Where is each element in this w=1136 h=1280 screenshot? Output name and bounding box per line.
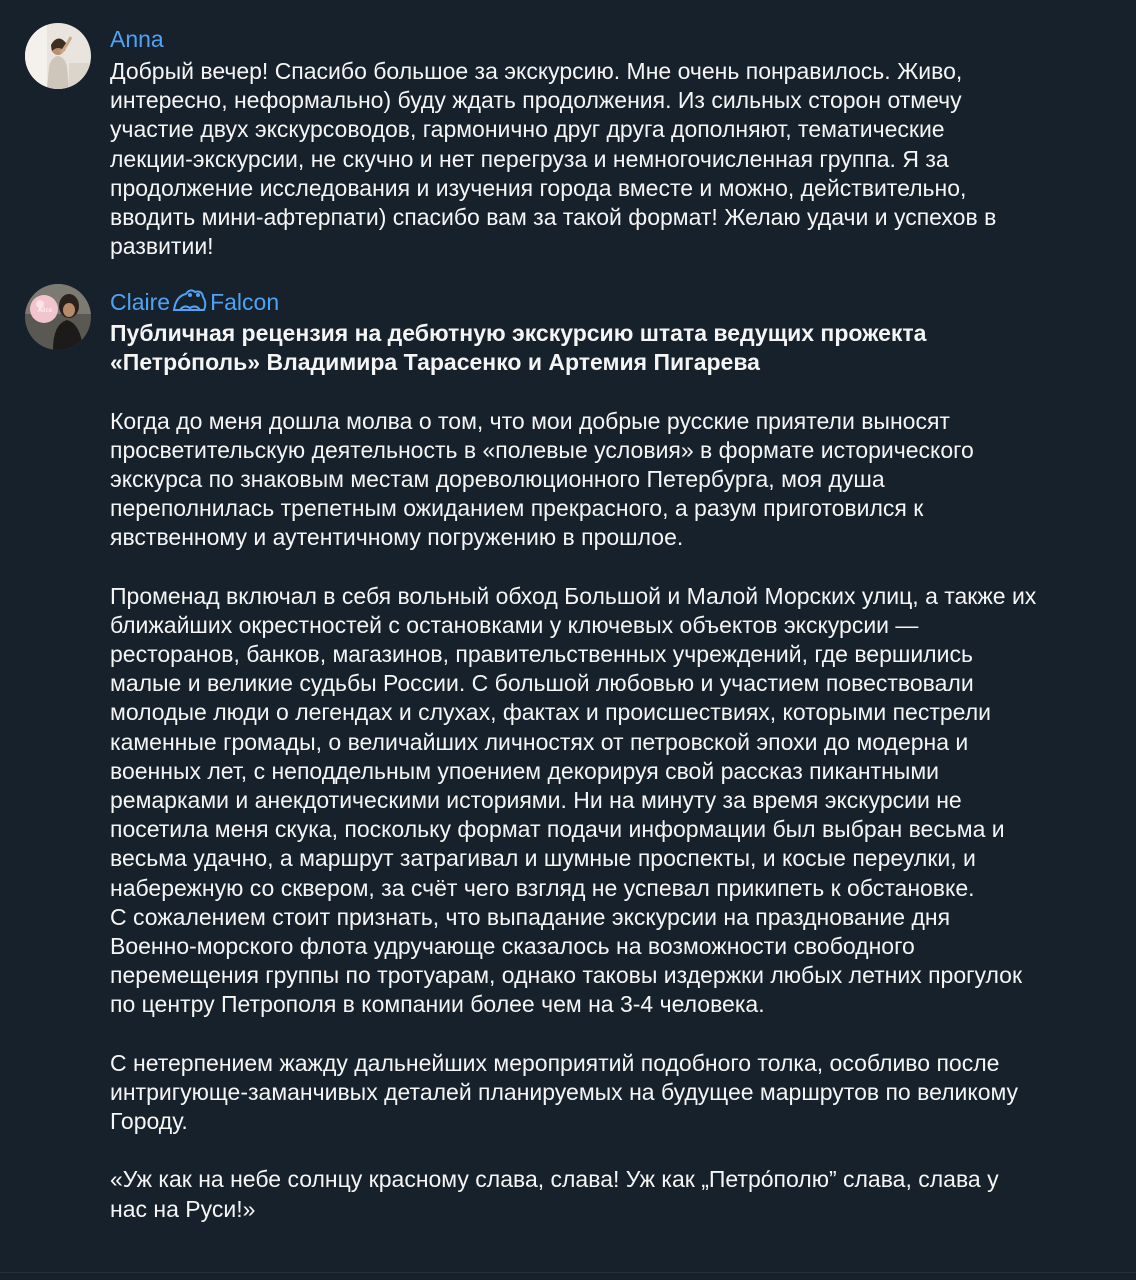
bottom-divider	[0, 1272, 1136, 1273]
text-line: Городу.	[110, 1108, 188, 1135]
paragraph-gap	[110, 377, 1120, 406]
text-line: Променад включал в себя вольный обход Большой и Малой Морских улиц, а также их	[110, 582, 1037, 609]
text-line: развитии!	[110, 233, 214, 260]
sender-last-name: Falcon	[210, 289, 280, 315]
message-text-anna	[110, 57, 1120, 261]
sender-name-claire-falcon[interactable]	[110, 286, 279, 317]
review-title-line: Публичная рецензия на дебютную экскурсию штата ведущих прожекта	[110, 320, 927, 346]
text-line: ближайших окрестностей с остановками у ключевых объектов экскурсии —	[110, 611, 919, 638]
text-line: интересно, неформально) буду ждать продолжения. Из сильных сторон отмечу	[110, 87, 962, 114]
text-line: военных лет, с неподдельным упоением декорируя свой рассказ пикантными	[110, 757, 939, 784]
text-line: перемещения группы по тротуарам, однако таковы издержки любых летних прогулок	[110, 962, 1023, 989]
paragraph-gap	[110, 553, 1120, 582]
paragraph-gap	[110, 1020, 1120, 1049]
message-claire-falcon	[0, 280, 1136, 1272]
sender-name-anna[interactable]: Anna	[110, 26, 164, 52]
text-line: вводить мини-афтерпати) спасибо вам за такой формат! Желаю удачи и успехов в	[110, 203, 997, 230]
text-line: малые и великие судьбы России. С большой любовью и участием повествовали	[110, 670, 974, 697]
text-line: посетила меня скука, поскольку формат подачи информации был выбран весьма и	[110, 816, 1005, 843]
user-photo-avatar	[25, 284, 91, 350]
user-photo-avatar	[25, 23, 91, 89]
text-line: лекции-экскурсии, не скучно и нет перегруза и немногочисленная группа. Я за	[110, 145, 949, 172]
text-line: весьма удачно, а маршрут затрагивал и шумные проспекты, и косые переулки, и	[110, 845, 976, 872]
text-line: Военно-морского флота удручающе сказалось на возможности свободного	[110, 932, 915, 959]
avatar-claire-falcon[interactable]	[25, 284, 91, 350]
text-line: набережную со сквером, за счёт чего взгляд не успевал прикипеть к обстановке.	[110, 874, 975, 901]
text-line: Добрый вечер! Спасибо большое за экскурсию. Мне очень понравилось. Живо,	[110, 58, 963, 84]
text-line: молодые люди о легендах и слухах, фактах и происшествиях, которыми пестрели	[110, 699, 991, 726]
text-line: участие двух экскурсоводов, гармонично друг друга дополняют, тематические	[110, 116, 945, 143]
text-line: переполнилась трепетным ожиданием прекрасного, а разум приготовился к	[110, 495, 924, 522]
text-line: Когда до меня дошла молва о том, что мои добрые русские приятели выносят	[110, 407, 950, 434]
text-line: просветительскую деятельность в «полевые условия» в формате исторического	[110, 436, 974, 463]
text-line: продолжение исследования и изучения города вместе и можно, действительно,	[110, 174, 967, 201]
sender-first-name: Claire	[110, 289, 171, 315]
svg-text:Alice: Alice	[38, 307, 53, 314]
frog-emoji-icon	[172, 286, 208, 314]
text-line: «Уж как на небе солнцу красному слава, слава! Уж как „Петро́полю” слава, слава у	[110, 1166, 999, 1193]
text-line: интригующе-заманчивых деталей планируемых на будущее маршрутов по великому	[110, 1078, 1019, 1105]
message-text-claire-falcon	[110, 319, 1120, 1224]
paragraph-gap	[110, 1136, 1120, 1165]
text-line: ремарками и анекдотическими историями. Ни на минуту за время экскурсии не	[110, 787, 962, 813]
text-line: экскурса по знаковым местам дореволюционного Петербурга, моя душа	[110, 465, 885, 492]
review-title-line: «Петро́поль» Владимира Тарасенко и Артемия Пигарева	[110, 349, 760, 376]
text-line: явственному и аутентичному погружению в прошлое.	[110, 524, 684, 551]
text-line: ресторанов, банков, магазинов, правительственных учреждений, где вершились	[110, 641, 973, 668]
text-line: нас на Руси!»	[110, 1195, 256, 1222]
text-line: С сожалением стоит признать, что выпадание экскурсии на празднование дня	[110, 903, 951, 930]
avatar-anna[interactable]	[25, 23, 91, 89]
text-line: по центру Петрополя в компании более чем на 3-4 человека.	[110, 991, 765, 1018]
text-line: каменные громады, о величайших личностях от петровской эпохи до модерна и	[110, 728, 969, 755]
message-anna	[0, 0, 1136, 280]
text-line: С нетерпением жажду дальнейших мероприятий подобного толка, особливо после	[110, 1049, 1000, 1076]
